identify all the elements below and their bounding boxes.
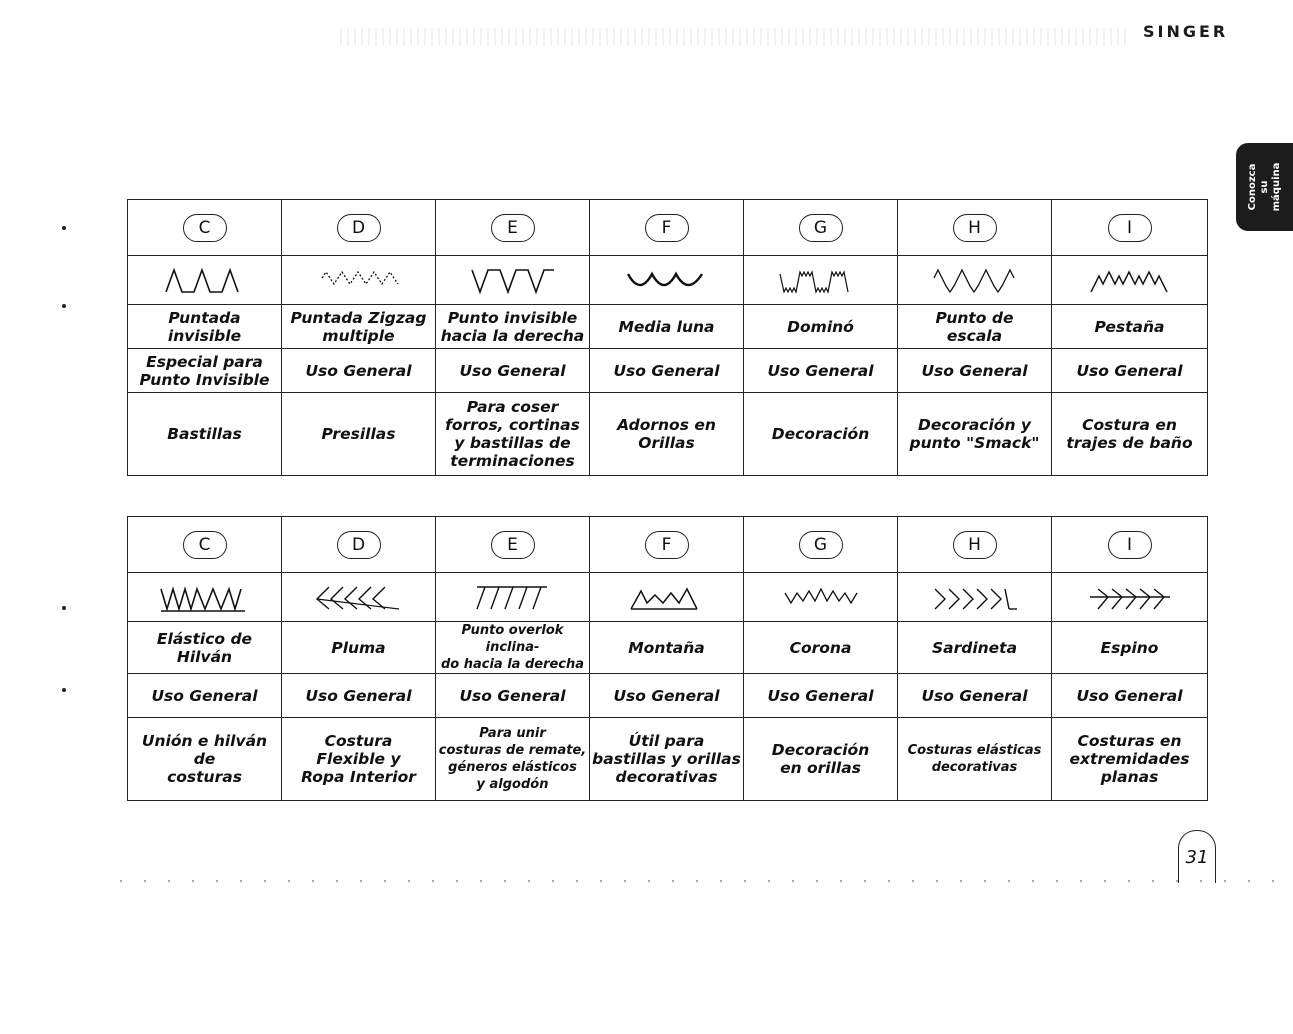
stitch-use-cell xyxy=(1052,349,1208,393)
letter-cell xyxy=(282,200,436,256)
stitch-letter: I xyxy=(1108,214,1152,242)
stitch-name-cell xyxy=(744,622,898,674)
pattern-cell xyxy=(282,573,436,622)
margin-mark xyxy=(62,226,66,230)
stitch-application: Costuras en extremidades planas xyxy=(1069,732,1190,786)
stitch-use: Uso General xyxy=(921,686,1028,705)
letter-cell xyxy=(590,517,744,573)
thorn-icon xyxy=(1080,581,1180,613)
stitch-name-cell xyxy=(282,622,436,674)
letter-cell xyxy=(1052,200,1208,256)
stitch-name: Pluma xyxy=(331,638,386,657)
stitch-name: Media luna xyxy=(618,317,715,336)
eyelash-icon xyxy=(1085,264,1175,296)
stitch-name-cell xyxy=(590,622,744,674)
stitch-letter: C xyxy=(183,531,227,559)
stitch-letter: F xyxy=(645,531,689,559)
stitch-use-cell xyxy=(744,674,898,718)
ladder-icon xyxy=(930,264,1020,296)
letter-cell xyxy=(436,200,590,256)
stitch-application-cell xyxy=(436,718,590,801)
stitch-use-cell xyxy=(898,349,1052,393)
stitch-use: Uso General xyxy=(1076,686,1183,705)
stitch-application-cell xyxy=(436,393,590,476)
stitch-name-cell xyxy=(1052,622,1208,674)
pattern-cell xyxy=(436,256,590,305)
stitch-name-cell xyxy=(128,622,282,674)
margin-mark xyxy=(62,304,66,308)
stitch-name-cell xyxy=(744,305,898,349)
stitch-application: Para coser forros, cortinas y bastillas de terminaciones xyxy=(445,398,580,470)
stitch-use-cell xyxy=(436,349,590,393)
stitch-application: Costuras elásticas decorativas xyxy=(907,743,1042,775)
pattern-cell xyxy=(898,256,1052,305)
stitch-name: Puntada Zigzag multiple xyxy=(290,308,427,345)
stitch-letter: D xyxy=(337,531,381,559)
stitch-use: Uso General xyxy=(151,686,258,705)
crown-icon xyxy=(771,581,871,613)
side-tab-label: Conozca su máquina xyxy=(1246,162,1282,212)
stitch-use: Uso General xyxy=(613,361,720,380)
stitch-application-cell xyxy=(128,718,282,801)
pattern-cell xyxy=(282,256,436,305)
stitch-use-cell xyxy=(1052,674,1208,718)
stitch-letter: G xyxy=(799,214,843,242)
pattern-cell xyxy=(436,573,590,622)
stitch-application-cell xyxy=(744,393,898,476)
stitch-application: Costura en trajes de baño xyxy=(1066,416,1193,452)
stitch-application-cell xyxy=(898,718,1052,801)
stitch-letter: I xyxy=(1108,531,1152,559)
stitch-use: Uso General xyxy=(767,361,874,380)
pattern-cell xyxy=(898,573,1052,622)
stitch-letter: F xyxy=(645,214,689,242)
half-moon-icon xyxy=(622,264,712,296)
stitch-name-cell xyxy=(436,305,590,349)
stitch-letter: E xyxy=(491,214,535,242)
stitch-application: Útil para bastillas y orillas decorativas xyxy=(592,732,741,786)
stitch-name: Montaña xyxy=(628,638,705,657)
stitch-name-cell xyxy=(898,622,1052,674)
elastic-basting-icon xyxy=(155,581,255,613)
stitch-use: Especial para Punto Invisible xyxy=(139,352,270,389)
stitch-letter: G xyxy=(799,531,843,559)
brand-logo: SINGER xyxy=(1143,22,1229,41)
stitch-name-cell xyxy=(282,305,436,349)
stitch-name: Dominó xyxy=(787,317,854,336)
pattern-cell xyxy=(744,256,898,305)
stitch-application-cell xyxy=(1052,718,1208,801)
stitch-application: Unión e hilván de costuras xyxy=(141,732,268,786)
stitch-use: Uso General xyxy=(459,361,566,380)
stitch-use-cell xyxy=(590,674,744,718)
stitch-name: Pestaña xyxy=(1094,317,1165,336)
letter-cell xyxy=(436,517,590,573)
stitch-name: Punto invisible hacia la derecha xyxy=(440,308,585,345)
stitch-application: Bastillas xyxy=(167,425,242,443)
stitch-application: Adornos en Orillas xyxy=(617,416,716,452)
stitch-application-cell xyxy=(590,718,744,801)
multi-zigzag-icon xyxy=(314,264,404,296)
letter-cell xyxy=(744,517,898,573)
letter-cell xyxy=(590,200,744,256)
stitch-name-cell xyxy=(590,305,744,349)
feather-icon xyxy=(309,581,409,613)
stitch-application-cell xyxy=(898,393,1052,476)
stitch-application-cell xyxy=(744,718,898,801)
stitch-application: Decoración xyxy=(771,425,870,443)
stitch-application-cell xyxy=(282,718,436,801)
stitch-table-1 xyxy=(127,199,1208,476)
margin-mark xyxy=(62,688,66,692)
letter-cell xyxy=(282,517,436,573)
stitch-use: Uso General xyxy=(305,686,412,705)
pattern-cell xyxy=(744,573,898,622)
page-number: 31 xyxy=(1185,847,1209,868)
stitch-name-cell xyxy=(898,305,1052,349)
stitch-application-cell xyxy=(282,393,436,476)
stitch-use-cell xyxy=(744,349,898,393)
stitch-name: Sardineta xyxy=(931,638,1018,657)
stitch-letter: D xyxy=(337,214,381,242)
footer-dotted-line xyxy=(120,880,1285,882)
stitch-name: Puntada invisible xyxy=(167,308,242,345)
domino-icon xyxy=(776,264,866,296)
stitch-name: Punto de escala xyxy=(935,308,1014,345)
stitch-use: Uso General xyxy=(305,361,412,380)
pattern-cell xyxy=(1052,256,1208,305)
right-blind-stitch-icon xyxy=(468,264,558,296)
stitch-application: Para unir costuras de remate, géneros elásticos y algodón xyxy=(438,726,587,792)
stitch-name: Punto overlok inclina- do hacia la derecha xyxy=(440,623,585,672)
stitch-letter: E xyxy=(491,531,535,559)
stitch-letter: H xyxy=(953,531,997,559)
letter-cell xyxy=(744,200,898,256)
stitch-name-cell xyxy=(436,622,590,674)
stitch-table-2 xyxy=(127,516,1208,801)
side-tab xyxy=(1236,143,1293,231)
stitch-application: Presillas xyxy=(321,425,396,443)
stitch-use: Uso General xyxy=(613,686,720,705)
stitch-use-cell xyxy=(436,674,590,718)
page-number-tab xyxy=(1178,830,1216,883)
pattern-cell xyxy=(128,256,282,305)
stitch-name-cell xyxy=(128,305,282,349)
stitch-use: Uso General xyxy=(921,361,1028,380)
stitch-application-cell xyxy=(590,393,744,476)
letter-cell xyxy=(898,200,1052,256)
stitch-application-cell xyxy=(128,393,282,476)
stitch-use: Uso General xyxy=(767,686,874,705)
letter-cell xyxy=(898,517,1052,573)
blind-stitch-icon xyxy=(160,264,250,296)
stitch-use-cell xyxy=(128,349,282,393)
letter-cell xyxy=(1052,517,1208,573)
stitch-letter: H xyxy=(953,214,997,242)
stitch-name-cell xyxy=(1052,305,1208,349)
stitch-application: Decoración en orillas xyxy=(771,741,870,777)
slanted-overlock-icon xyxy=(463,581,563,613)
stitch-application-cell xyxy=(1052,393,1208,476)
stitch-application: Decoración y punto "Smack" xyxy=(909,416,1040,452)
mountain-icon xyxy=(617,581,717,613)
stitch-use-cell xyxy=(128,674,282,718)
stitch-name: Espino xyxy=(1100,638,1159,657)
letter-cell xyxy=(128,200,282,256)
margin-mark xyxy=(62,606,66,610)
scan-noise xyxy=(340,28,1130,46)
stitch-name: Corona xyxy=(789,638,852,657)
stitch-use-cell xyxy=(282,674,436,718)
stitch-use-cell xyxy=(590,349,744,393)
stitch-use-cell xyxy=(282,349,436,393)
letter-cell xyxy=(128,517,282,573)
pattern-cell xyxy=(128,573,282,622)
pattern-cell xyxy=(1052,573,1208,622)
stitch-application: Costura Flexible y Ropa Interior xyxy=(301,732,416,786)
stitch-letter: C xyxy=(183,214,227,242)
stitch-use: Uso General xyxy=(1076,361,1183,380)
herringbone-icon xyxy=(925,581,1025,613)
stitch-name: Elástico de Hilván xyxy=(156,629,253,666)
stitch-use-cell xyxy=(898,674,1052,718)
stitch-use: Uso General xyxy=(459,686,566,705)
pattern-cell xyxy=(590,573,744,622)
pattern-cell xyxy=(590,256,744,305)
